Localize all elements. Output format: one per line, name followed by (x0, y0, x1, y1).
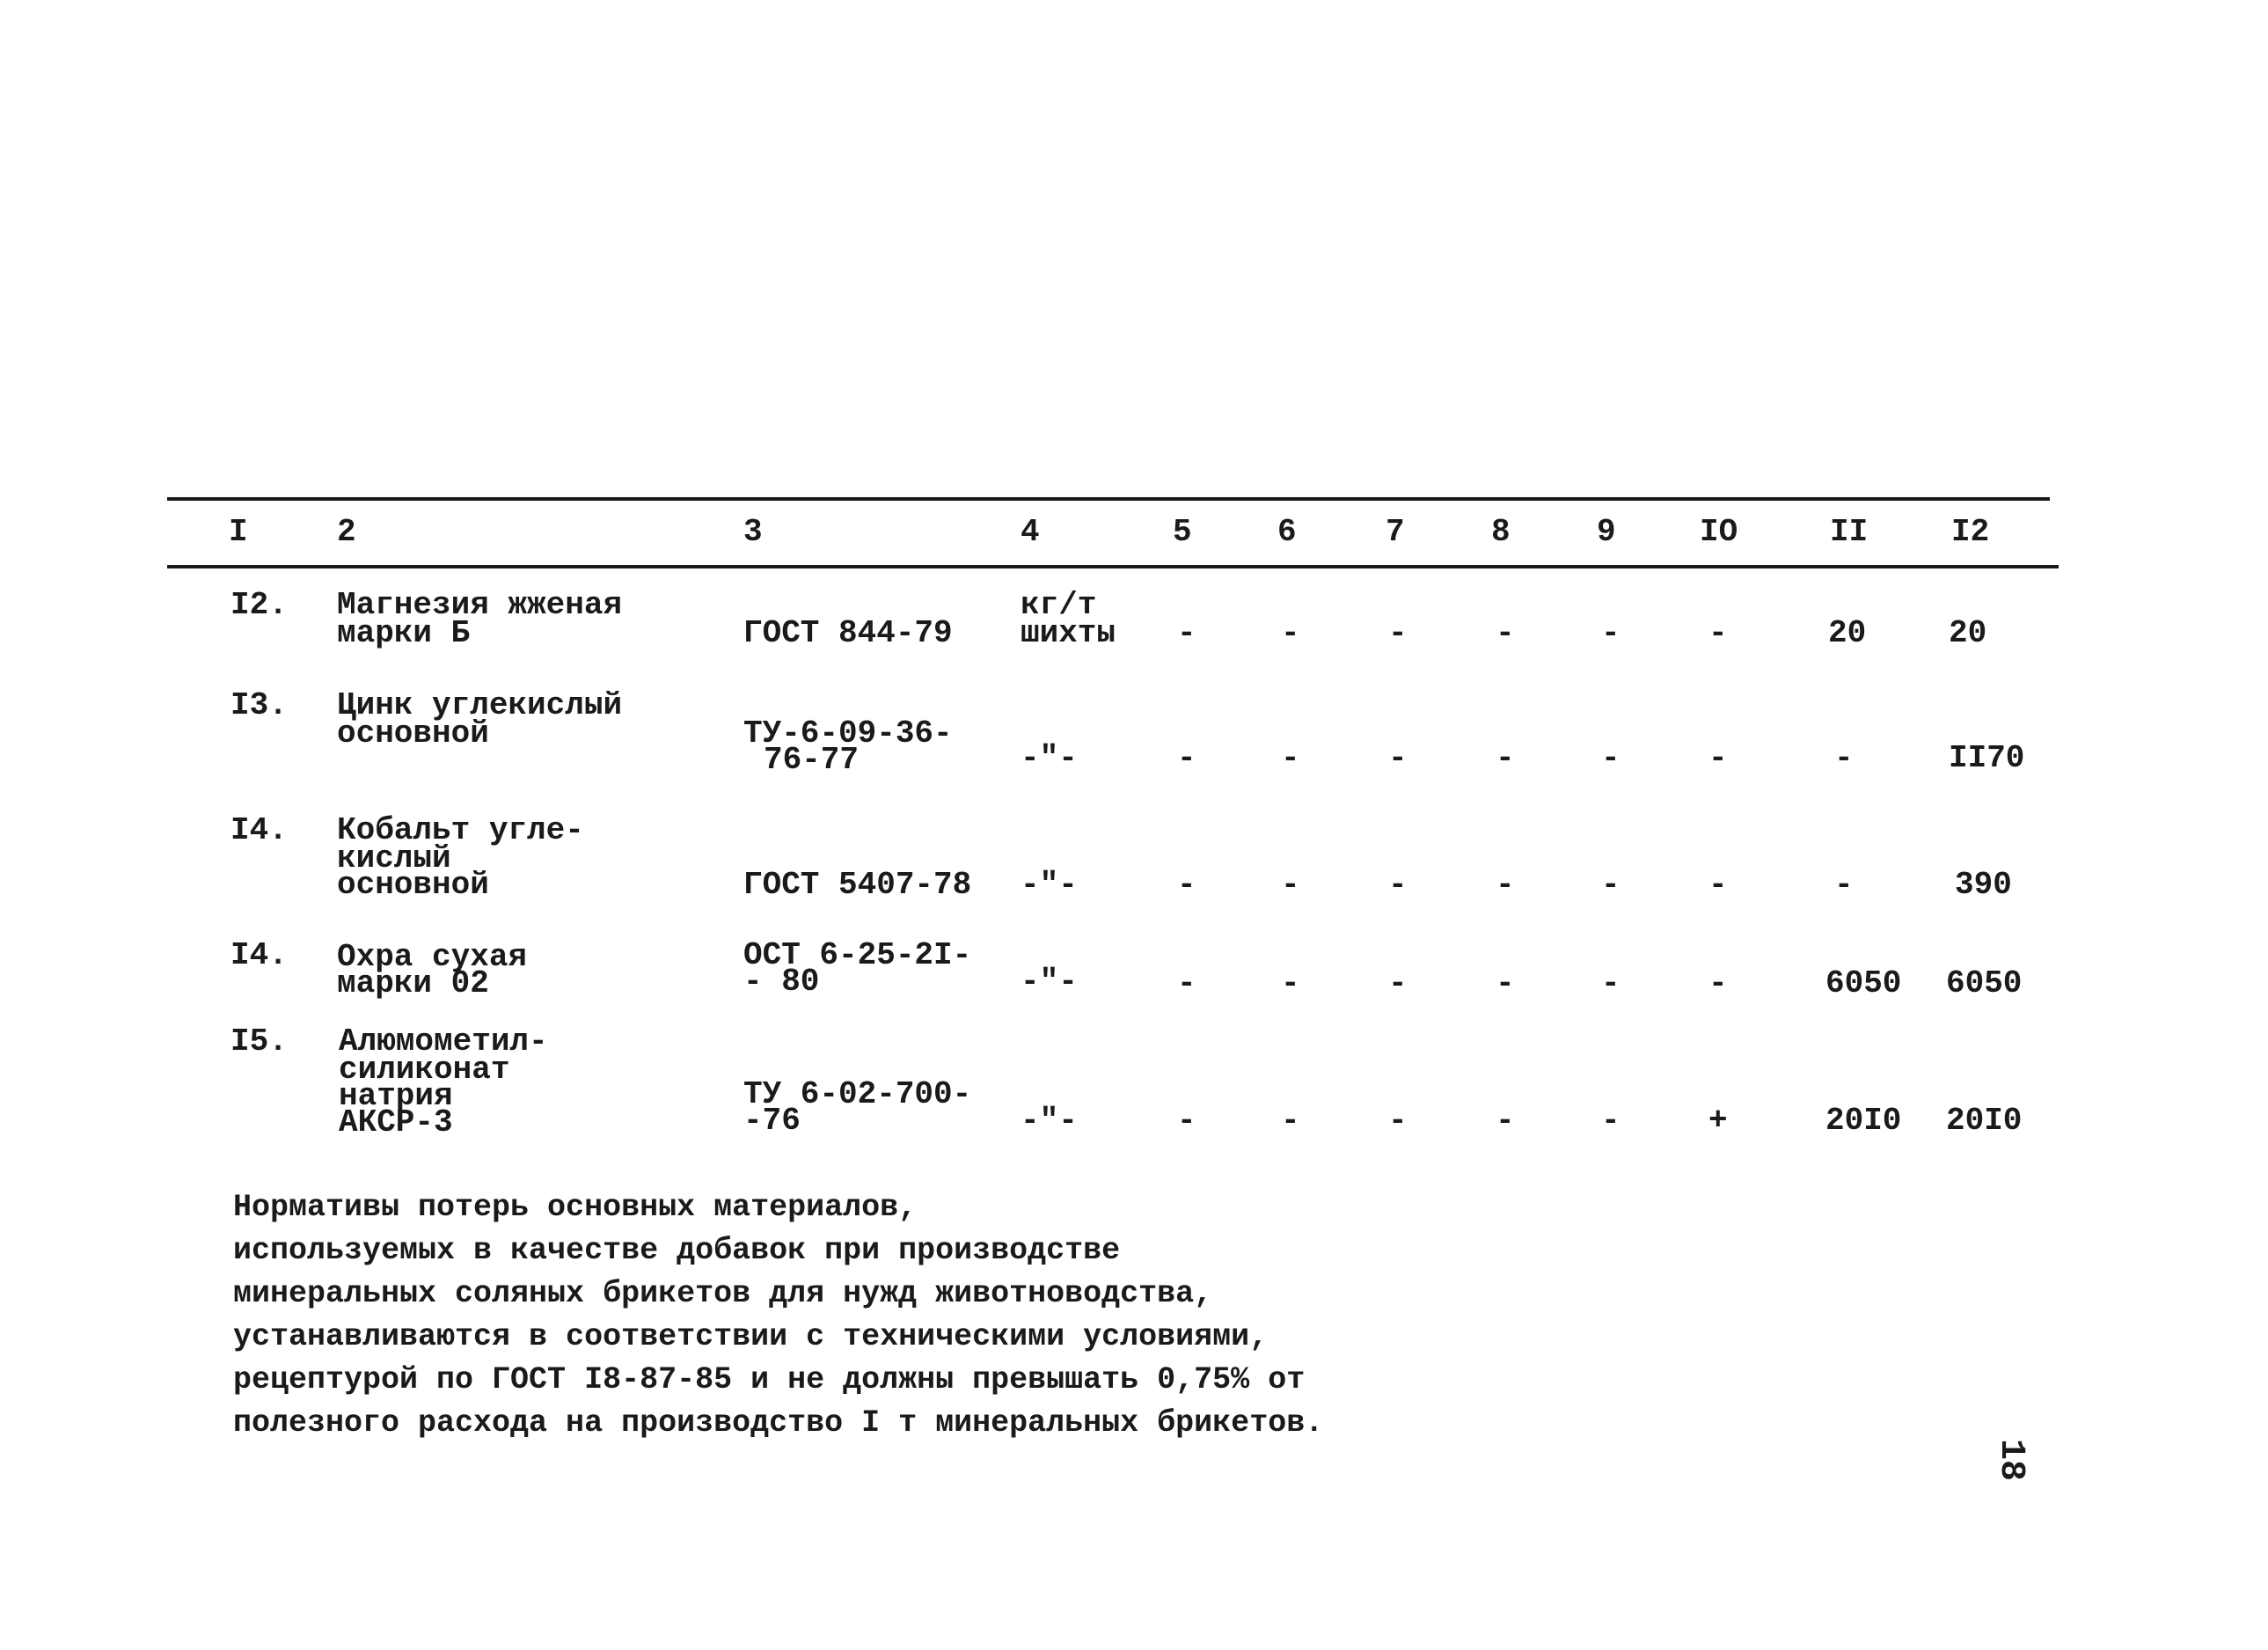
header-col-4: 4 (1021, 514, 1040, 550)
standard-doc: 76-77 (764, 742, 860, 778)
cell-col5: - (1177, 965, 1196, 1001)
note-line: используемых в качестве добавок при производстве (233, 1233, 1121, 1268)
unit: -"- (1021, 740, 1078, 776)
cell-col8: - (1496, 740, 1515, 776)
note-line: полезного расхода на производство I т минеральных брикетов. (233, 1405, 1324, 1441)
material-name: основной (337, 715, 489, 752)
cell-col7: - (1388, 615, 1408, 651)
cell-col8: - (1496, 615, 1515, 651)
header-col-2: 2 (337, 514, 356, 550)
note-line: устанавливаются в соответствии с техническими условиями, (233, 1319, 1269, 1354)
material-name: основной (337, 867, 489, 903)
cell-col7: - (1388, 965, 1408, 1001)
header-col-6: 6 (1277, 514, 1297, 550)
note-line: минеральных соляных брикетов для нужд животноводства, (233, 1276, 1213, 1311)
cell-col10: + (1708, 1103, 1728, 1139)
table-top-rule (167, 497, 2050, 501)
cell-col12: 20I0 (1946, 1103, 2023, 1139)
cell-col7: - (1388, 740, 1408, 776)
material-name: Цинк углекислый (337, 687, 623, 723)
unit: -"- (1021, 964, 1078, 1000)
material-name: кислый (337, 840, 451, 876)
material-name: Магнезия жженая (337, 587, 623, 623)
material-name: АКСР-3 (339, 1104, 453, 1140)
row-number: I2. (230, 587, 288, 623)
header-col-12: I2 (1951, 514, 1990, 550)
cell-col11: 6050 (1825, 965, 1902, 1001)
standard-doc: ГОСТ 844-79 (743, 615, 953, 651)
header-col-5: 5 (1173, 514, 1192, 550)
unit: -"- (1021, 1103, 1078, 1139)
header-col-7: 7 (1386, 514, 1405, 550)
cell-col9: - (1601, 965, 1621, 1001)
cell-col7: - (1388, 1103, 1408, 1139)
cell-col11: 20 (1828, 615, 1867, 651)
cell-col5: - (1177, 867, 1196, 903)
standard-doc: ТУ-6-09-36- (743, 715, 953, 752)
cell-col10: - (1708, 965, 1728, 1001)
cell-col11: - (1834, 867, 1854, 903)
cell-col8: - (1496, 867, 1515, 903)
row-number: I3. (230, 687, 288, 723)
cell-col6: - (1281, 965, 1300, 1001)
standard-doc: ТУ 6-02-700- (743, 1076, 972, 1112)
cell-col12: 20 (1949, 615, 1987, 651)
cell-col12: 390 (1955, 867, 2012, 903)
cell-col5: - (1177, 1103, 1196, 1139)
cell-col6: - (1281, 740, 1300, 776)
material-name: марки 02 (337, 965, 489, 1001)
note-paragraph (233, 1186, 1323, 1445)
cell-col12: II70 (1949, 740, 2025, 776)
note-line: Нормативы потерь основных материалов, (233, 1190, 918, 1225)
material-name: натрия (339, 1078, 453, 1114)
material-name: марки Б (337, 615, 471, 651)
cell-col9: - (1601, 615, 1621, 651)
unit: кг/т (1021, 587, 1097, 623)
row-number: I5. (230, 1023, 288, 1060)
cell-col10: - (1708, 740, 1728, 776)
table-header-rule (167, 565, 2059, 568)
header-col-3: 3 (743, 514, 763, 550)
material-name: силиконат (339, 1052, 510, 1088)
material-name: Охра сухая (337, 939, 528, 975)
header-col-8: 8 (1491, 514, 1511, 550)
note-line: рецептурой по ГОСТ I8-87-85 и не должны превышать 0,75% от (233, 1362, 1306, 1397)
cell-col8: - (1496, 965, 1515, 1001)
unit: -"- (1021, 867, 1078, 903)
cell-col6: - (1281, 867, 1300, 903)
cell-col12: 6050 (1946, 965, 2023, 1001)
header-col-1: I (229, 514, 248, 550)
standard-doc: - 80 (743, 964, 820, 1000)
cell-col9: - (1601, 867, 1621, 903)
header-col-9: 9 (1597, 514, 1616, 550)
row-number: I4. (230, 812, 288, 848)
cell-col6: - (1281, 1103, 1300, 1139)
standard-doc: ГОСТ 5407-78 (743, 867, 972, 903)
cell-col10: - (1708, 867, 1728, 903)
cell-col9: - (1601, 740, 1621, 776)
cell-col5: - (1177, 740, 1196, 776)
unit: шихты (1021, 615, 1116, 651)
material-name: Алюмометил- (339, 1023, 548, 1060)
standard-doc: ОСТ 6-25-2I- (743, 937, 972, 973)
cell-col8: - (1496, 1103, 1515, 1139)
cell-col5: - (1177, 615, 1196, 651)
cell-col9: - (1601, 1103, 1621, 1139)
header-col-11: II (1830, 514, 1869, 550)
standard-doc: -76 (743, 1103, 801, 1139)
cell-col11: 20I0 (1825, 1103, 1902, 1139)
row-number: I4. (230, 937, 288, 973)
cell-col11: - (1834, 740, 1854, 776)
cell-col7: - (1388, 867, 1408, 903)
material-name: Кобальт угле- (337, 812, 584, 848)
cell-col6: - (1281, 615, 1300, 651)
cell-col10: - (1708, 615, 1728, 651)
page-number: 18 (1991, 1439, 2030, 1482)
header-col-10: IO (1700, 514, 1738, 550)
